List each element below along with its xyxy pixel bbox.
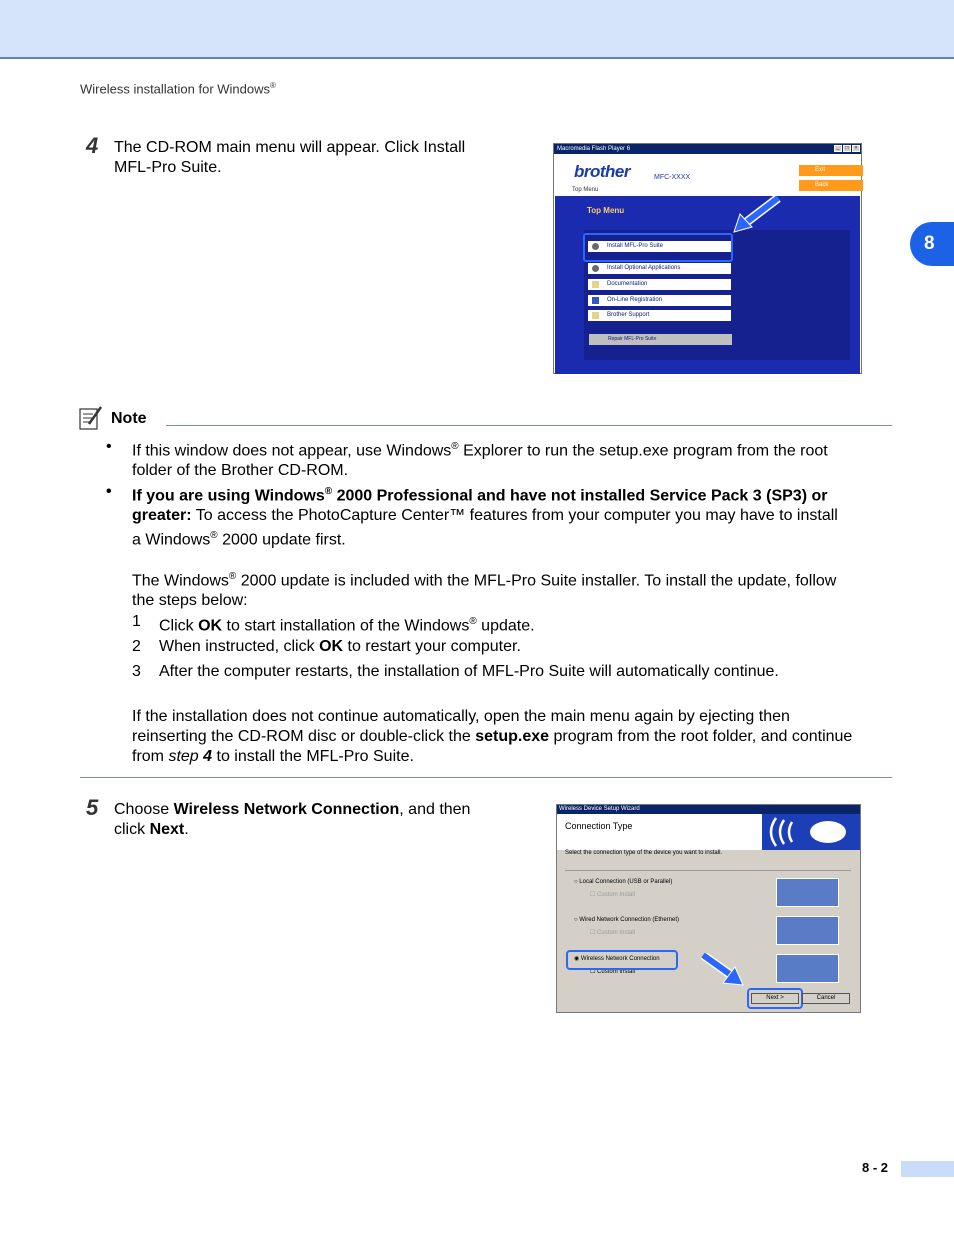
exit-button[interactable]: Exit — [799, 165, 863, 176]
note-icon — [79, 406, 104, 431]
custom-install-checkbox[interactable]: ☐ Custom Install — [590, 892, 636, 898]
custom-install-checkbox[interactable]: ☐ Custom Install — [590, 969, 636, 975]
wizard-heading: Connection Type — [565, 821, 633, 831]
note-title: Note — [111, 410, 147, 427]
back-button[interactable]: Back — [799, 180, 863, 191]
window-titlebar: Macromedia Flash Player 6 — [554, 144, 861, 154]
menu-title: Top Menu — [587, 206, 625, 215]
arrow-icon — [732, 194, 782, 234]
step-number: 5 — [86, 795, 99, 820]
header-band — [0, 0, 954, 59]
note-rule — [166, 425, 892, 426]
next-button[interactable]: Next > — [751, 993, 799, 1004]
instruction-text: Select the connection type of the device you want to install. — [565, 850, 723, 856]
page-number: 8 - 2 — [862, 1160, 889, 1175]
menu-item-documentation[interactable]: Documentation — [588, 279, 731, 290]
close-icon: × — [852, 145, 860, 152]
menu-item-optional-apps[interactable]: Install Optional Applications — [588, 263, 731, 274]
substep-number: 1 — [132, 613, 141, 630]
substep-number: 3 — [132, 663, 141, 680]
wizard-screenshot — [556, 804, 861, 1013]
top-menu-small-label: Top Menu — [572, 187, 599, 193]
wireless-connection-radio[interactable]: ◉ Wireless Network Connection — [574, 956, 660, 962]
cdrom-menu-screenshot — [553, 143, 862, 374]
note-bullet-2: If you are using Windows® 2000 Professional and have not installed Service Pack 3 (SP3) or greater: To access the PhotoCapture Center™ features from your computer you may have to install a Windows® 2000 update first. — [132, 486, 838, 549]
bullet-dot: • — [106, 483, 112, 500]
step5-text: Choose Wireless Network Connection, and then click Next. — [114, 801, 471, 838]
menu-item-support[interactable]: Brother Support — [588, 310, 731, 321]
ethernet-cable-image — [776, 916, 839, 945]
step4-text: The CD-ROM main menu will appear. Click Install MFL-Pro Suite. — [114, 139, 466, 176]
brother-logo: brother — [574, 162, 630, 181]
pencil-icon — [592, 297, 599, 304]
cancel-button[interactable]: Cancel — [802, 993, 850, 1004]
substep-number: 2 — [132, 638, 141, 655]
local-connection-radio[interactable]: ○ Local Connection (USB or Parallel) — [574, 879, 673, 885]
arrow-icon — [701, 953, 747, 987]
section-separator — [80, 777, 892, 778]
footer-tab — [901, 1161, 954, 1177]
custom-install-checkbox[interactable]: ☐ Custom Install — [590, 930, 636, 936]
running-header: Wireless installation for Windows® — [80, 81, 276, 97]
note-paragraph: If the installation does not continue automatically, open the main menu again by ejecting then reinserting the CD-ROM disc or double-click the setup.exe program from the root folder, and continue from step 4 to install the MFL-Pro Suite. — [132, 708, 853, 765]
window-titlebar: Wireless Device Setup Wizard — [557, 805, 860, 814]
highlight-box — [583, 233, 733, 262]
repair-button[interactable]: Repair MFL-Pro Suite — [589, 334, 732, 345]
maximize-icon: □ — [843, 145, 851, 152]
usb-cable-image — [776, 878, 839, 907]
substep-2: When instructed, click OK to restart your computer. — [159, 638, 521, 655]
minimize-icon: _ — [834, 145, 842, 152]
highlight-box — [566, 950, 678, 970]
note-paragraph: The Windows® 2000 update is included with the MFL-Pro Suite installer. To install the update, follow the steps below: — [132, 571, 837, 610]
wireless-logo-icon — [762, 814, 860, 850]
document-icon — [592, 281, 599, 288]
wireless-device-image — [776, 954, 839, 983]
step-number: 4 — [86, 133, 99, 158]
substep-3: After the computer restarts, the installation of MFL-Pro Suite will automatically continue. — [159, 663, 779, 680]
model-label: MFC-XXXX — [654, 174, 691, 181]
chapter-tab: 8 — [910, 222, 954, 266]
wired-connection-radio[interactable]: ○ Wired Network Connection (Ethernet) — [574, 917, 680, 923]
note-bullet-1: If this window does not appear, use Windows® Explorer to run the setup.exe program from the root folder of the Brother CD-ROM. — [132, 441, 828, 480]
divider — [565, 870, 851, 871]
substep-1: Click OK to start installation of the Windows® update. — [159, 616, 535, 635]
menu-item-install-mfl-pro[interactable]: Install MFL-Pro Suite — [588, 241, 731, 252]
book-icon — [592, 312, 599, 319]
cd-icon — [592, 265, 599, 272]
menu-item-registration[interactable]: On-Line Registration — [588, 295, 731, 306]
bullet-dot: • — [106, 438, 112, 455]
